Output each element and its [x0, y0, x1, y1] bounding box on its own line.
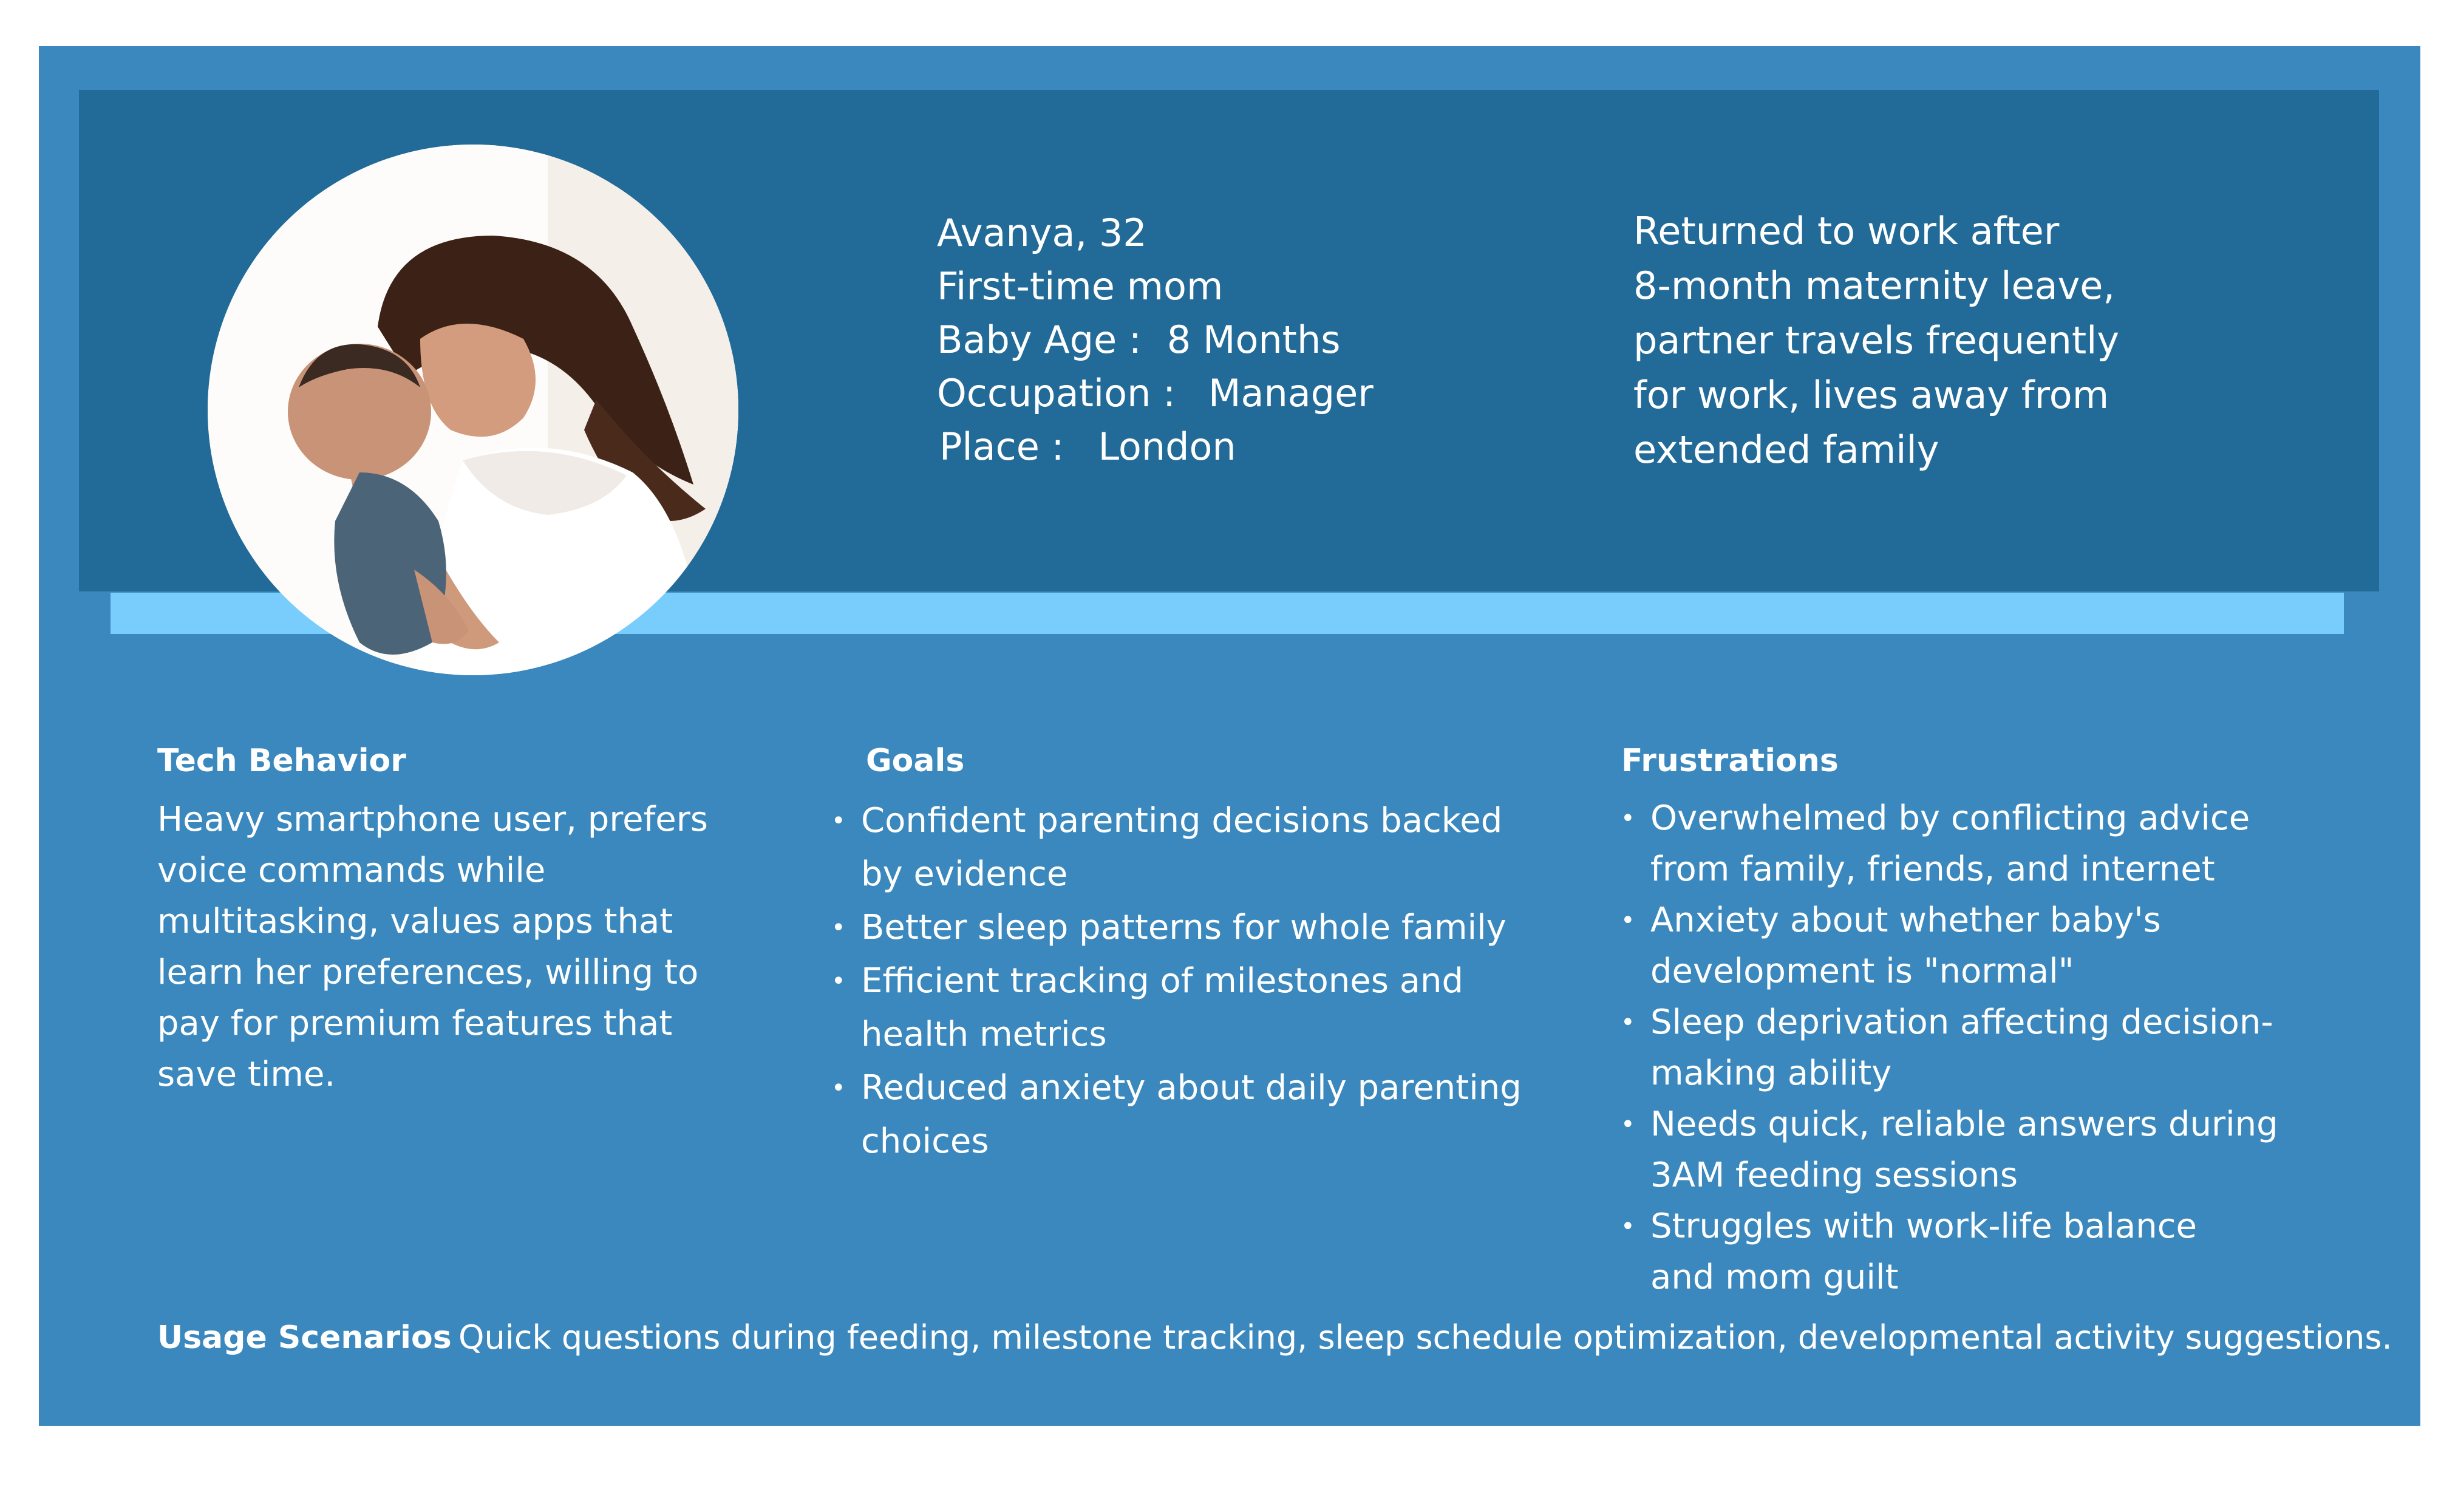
frustration-line: from family, friends, and internet	[1650, 850, 2215, 889]
goal-line: Efficient tracking of milestones and	[861, 961, 1464, 1001]
tech-behavior-title: Tech Behavior	[157, 743, 406, 779]
bullet-icon: •	[1621, 805, 1635, 833]
frustration-line: development is "normal"	[1650, 952, 2074, 991]
context-line: for work, lives away from	[1633, 373, 2109, 417]
frustration-line: Needs quick, reliable answers during	[1650, 1105, 2278, 1144]
occupation-label: Occupation :	[937, 371, 1176, 415]
goal-line: Confident parenting decisions backed	[861, 801, 1503, 840]
frustration-item	[1618, 793, 2278, 895]
persona-demographics	[937, 206, 1374, 474]
usage-scenarios-title: Usage Scenarios	[157, 1320, 452, 1356]
frustration-line: making ability	[1650, 1054, 1892, 1093]
tech-behavior-line: pay for premium features that	[157, 1004, 673, 1043]
frustration-line: Overwhelmed by conflicting advice	[1650, 799, 2250, 838]
baby-age-row	[937, 313, 1374, 367]
goal-item	[829, 955, 1522, 1061]
bullet-icon: •	[831, 914, 846, 942]
persona-photo	[208, 145, 738, 675]
bullet-icon: •	[831, 807, 846, 835]
frustration-item	[1618, 1099, 2278, 1201]
context-line: 8-month maternity leave,	[1633, 264, 2116, 308]
frustration-item	[1618, 997, 2278, 1099]
tech-behavior-line: Heavy smartphone user, prefers	[157, 800, 708, 839]
context-line: partner travels frequently	[1633, 318, 2120, 363]
goal-line: by evidence	[861, 854, 1068, 894]
frustration-line: and mom guilt	[1650, 1258, 1899, 1297]
persona-name-age: Avanya, 32	[937, 211, 1147, 255]
frustration-line: Struggles with work-life balance	[1650, 1207, 2197, 1246]
frustrations-list	[1618, 793, 2278, 1303]
goals-list	[829, 794, 1522, 1168]
place-row	[937, 420, 1374, 474]
goal-item	[829, 794, 1522, 901]
context-line: Returned to work after	[1633, 209, 2060, 253]
tech-behavior-line: save time.	[157, 1055, 336, 1094]
baby-age-label: Baby Age :	[937, 318, 1142, 362]
frustration-item	[1618, 895, 2278, 997]
place-label: Place :	[939, 424, 1064, 469]
place-value: London	[1098, 424, 1236, 469]
tech-behavior-line: multitasking, values apps that	[157, 902, 673, 941]
usage-scenarios-text: Quick questions during feeding, milestone tracking, sleep schedule optimization, developmental activity suggestions.	[458, 1318, 2392, 1357]
occupation-row	[937, 367, 1374, 420]
frustration-item	[1618, 1201, 2278, 1303]
bullet-icon: •	[1621, 1213, 1635, 1241]
goal-line: Better sleep patterns for whole family	[861, 908, 1506, 947]
frustration-line: Sleep deprivation affecting decision-	[1650, 1003, 2273, 1042]
tech-behavior-line: learn her preferences, willing to	[157, 953, 699, 992]
goal-line: choices	[861, 1122, 989, 1161]
frustrations-title: Frustrations	[1621, 743, 1839, 779]
baby-age-value: 8 Months	[1166, 318, 1341, 362]
bullet-icon: •	[1621, 1009, 1635, 1037]
tech-behavior-line: voice commands while	[157, 851, 546, 890]
occupation-value: Manager	[1208, 371, 1374, 415]
persona-role: First-time mom	[937, 264, 1224, 308]
bullet-icon: •	[831, 967, 846, 995]
goal-line: health metrics	[861, 1015, 1107, 1054]
goal-item	[829, 1061, 1522, 1168]
frustration-line: Anxiety about whether baby's	[1650, 901, 2161, 940]
tech-behavior-text	[157, 794, 764, 1100]
persona-context	[1633, 204, 2180, 477]
goal-line: Reduced anxiety about daily parenting	[861, 1068, 1522, 1108]
goal-item	[829, 901, 1522, 955]
bullet-icon: •	[1621, 907, 1635, 935]
context-line: extended family	[1633, 427, 1939, 472]
frustration-line: 3AM feeding sessions	[1650, 1156, 2018, 1195]
bullet-icon: •	[831, 1074, 846, 1102]
bullet-icon: •	[1621, 1111, 1635, 1139]
goals-title: Goals	[866, 743, 965, 779]
